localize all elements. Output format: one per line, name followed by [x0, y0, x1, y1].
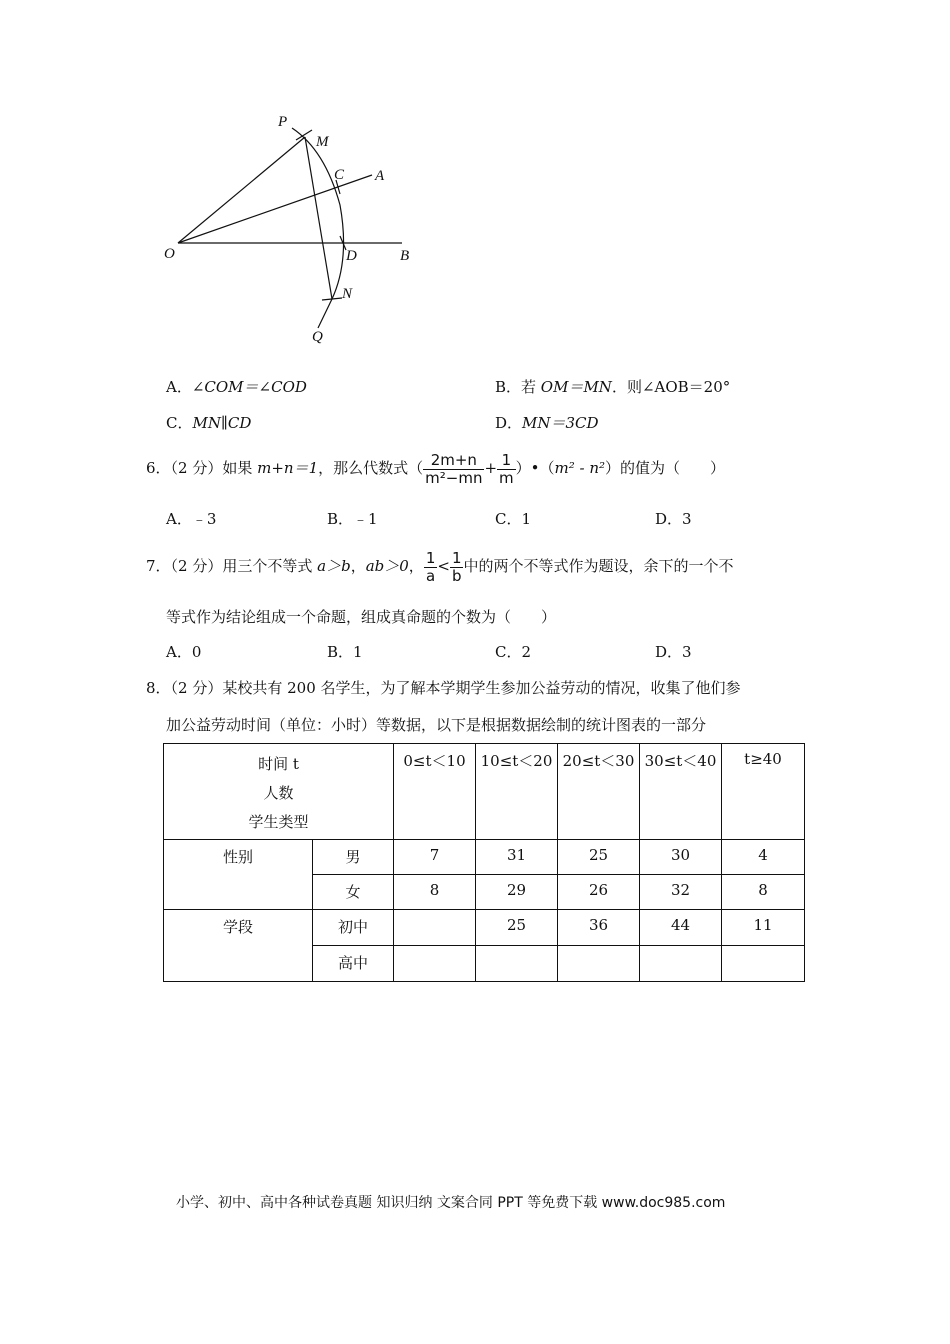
q5-option-c — [166, 412, 251, 433]
q8-stem-line2: 加公益劳动时间（单位：小时）等数据，以下是根据数据绘制的统计图表的一部分 — [166, 716, 707, 734]
header-student-type: 学生类型 — [248, 813, 309, 831]
stem-text: ，那么代数式（ — [318, 459, 424, 477]
table-cell — [640, 946, 722, 982]
denominator: m — [499, 468, 514, 487]
fraction-1 — [423, 452, 484, 487]
q6-option-b: B．﹣1 — [327, 510, 378, 528]
table-cell: 29 — [476, 875, 558, 910]
table-row — [164, 840, 805, 875]
label-P: P — [278, 114, 288, 130]
option-text: OM＝MN — [540, 378, 612, 396]
question-score: （2 分） — [170, 557, 223, 575]
label-N: N — [342, 286, 353, 302]
q6-option-a: A．﹣3 — [166, 510, 217, 528]
stem-text: ）•（ — [515, 459, 555, 477]
stem-text: 用三个不等式 — [222, 557, 318, 575]
q7-option-b: B．1 — [327, 643, 363, 661]
table-cell — [558, 946, 640, 982]
column-header: 20≤t＜30 — [558, 744, 640, 840]
table-cell — [394, 910, 476, 946]
label-B: B — [400, 248, 410, 264]
q5-option-b — [495, 376, 730, 397]
geometry-figure — [150, 100, 430, 360]
table-cell: 8 — [722, 875, 805, 910]
table-cell: 25 — [558, 840, 640, 875]
inequality-2: ab＞0 — [365, 557, 409, 575]
option-label: D． — [495, 414, 523, 432]
table-row — [164, 910, 805, 946]
option-text: MN∥CD — [192, 414, 252, 432]
q7-stem-line1 — [146, 546, 734, 586]
question-number: 8． — [146, 679, 171, 697]
denominator: b — [451, 566, 462, 585]
label-M: M — [316, 134, 329, 150]
table-cell: 7 — [394, 840, 476, 875]
label-O: O — [164, 246, 175, 262]
table-cell: 25 — [476, 910, 558, 946]
plus-sign: + — [484, 459, 498, 477]
inequality-1: a＞b — [317, 557, 351, 575]
page-footer: 小学、初中、高中各种试卷真题 知识归纳 文案合同 PPT 等免费下载 www.doc985.com — [176, 1195, 726, 1211]
option-text: ∠COM＝∠COD — [191, 378, 307, 396]
table-cell: 26 — [558, 875, 640, 910]
table-cell: 30 — [640, 840, 722, 875]
statistics-table — [163, 743, 805, 982]
q7-option-a: A．0 — [166, 643, 202, 661]
stem-text: 如果 — [222, 459, 258, 477]
label-Q: Q — [312, 329, 323, 345]
label-D: D — [346, 248, 357, 264]
condition: m+n＝1 — [257, 459, 319, 477]
table-cell — [722, 946, 805, 982]
q5-option-d — [495, 412, 599, 433]
table-cell: 36 — [558, 910, 640, 946]
table-cell: 32 — [640, 875, 722, 910]
segment-MN — [305, 137, 332, 299]
column-header: 10≤t＜20 — [476, 744, 558, 840]
q6-stem — [146, 448, 725, 488]
label-C: C — [334, 167, 345, 183]
denominator: m²−mn — [425, 468, 483, 487]
column-header: t≥40 — [722, 744, 805, 840]
table-cell: 8 — [394, 875, 476, 910]
denominator: a — [425, 566, 436, 585]
numerator: 1 — [425, 548, 436, 567]
q6-option-c: C．1 — [495, 510, 532, 528]
table-cell: 11 — [722, 910, 805, 946]
separator: ， — [408, 557, 424, 575]
question-score: （2 分） — [170, 459, 223, 477]
ray-OM — [178, 137, 305, 243]
less-than: < — [437, 557, 450, 575]
stem-text: ）的值为（ ） — [605, 459, 726, 477]
option-label: A． — [166, 378, 192, 396]
table-cell — [394, 946, 476, 982]
question-number: 7． — [146, 557, 171, 575]
separator: ， — [350, 557, 366, 575]
table-cell — [476, 946, 558, 982]
option-label: B．若 — [495, 378, 541, 396]
group-label: 性别 — [164, 840, 313, 910]
numerator: 2m+n — [423, 452, 484, 470]
header-count: 人数 — [263, 784, 294, 802]
row-label: 初中 — [313, 910, 394, 946]
table-cell: 31 — [476, 840, 558, 875]
q6-option-d: D．3 — [655, 510, 692, 528]
q8-stem-line1 — [146, 677, 741, 698]
group-label: 学段 — [164, 910, 313, 982]
q7-stem-line2: 等式作为结论组成一个命题，组成真命题的个数为（ ） — [166, 608, 557, 626]
arc-PQ — [292, 128, 344, 328]
table-cell: 4 — [722, 840, 805, 875]
label-A: A — [375, 168, 385, 184]
expression: m² - n² — [554, 459, 606, 477]
question-number: 6． — [146, 459, 171, 477]
table-cell: 44 — [640, 910, 722, 946]
q7-option-d: D．3 — [655, 643, 692, 661]
fraction-2 — [497, 452, 516, 487]
row-label: 男 — [313, 840, 394, 875]
fraction-1-over-b — [450, 550, 464, 585]
header-diagonal-cell — [164, 744, 394, 840]
numerator: 1 — [451, 548, 462, 567]
option-tail: ．则∠AOB＝20° — [611, 378, 731, 396]
stem-text: 某校共有 200 名学生，为了解本学期学生参加公益劳动的情况，收集了他们参 — [222, 679, 741, 697]
stem-text: 中的两个不等式作为题设，余下的一个不 — [463, 557, 734, 575]
question-score: （2 分） — [170, 679, 223, 697]
table-header-row — [164, 744, 805, 840]
q7-option-c: C．2 — [495, 643, 532, 661]
option-label: C． — [166, 414, 193, 432]
row-label: 高中 — [313, 946, 394, 982]
row-label: 女 — [313, 875, 394, 910]
numerator: 1 — [497, 452, 516, 470]
column-header: 0≤t＜10 — [394, 744, 476, 840]
option-text: MN＝3CD — [522, 414, 599, 432]
fraction-1-over-a — [424, 550, 438, 585]
column-header: 30≤t＜40 — [640, 744, 722, 840]
header-time: 时间 t — [258, 755, 299, 773]
q5-option-a — [166, 376, 307, 397]
